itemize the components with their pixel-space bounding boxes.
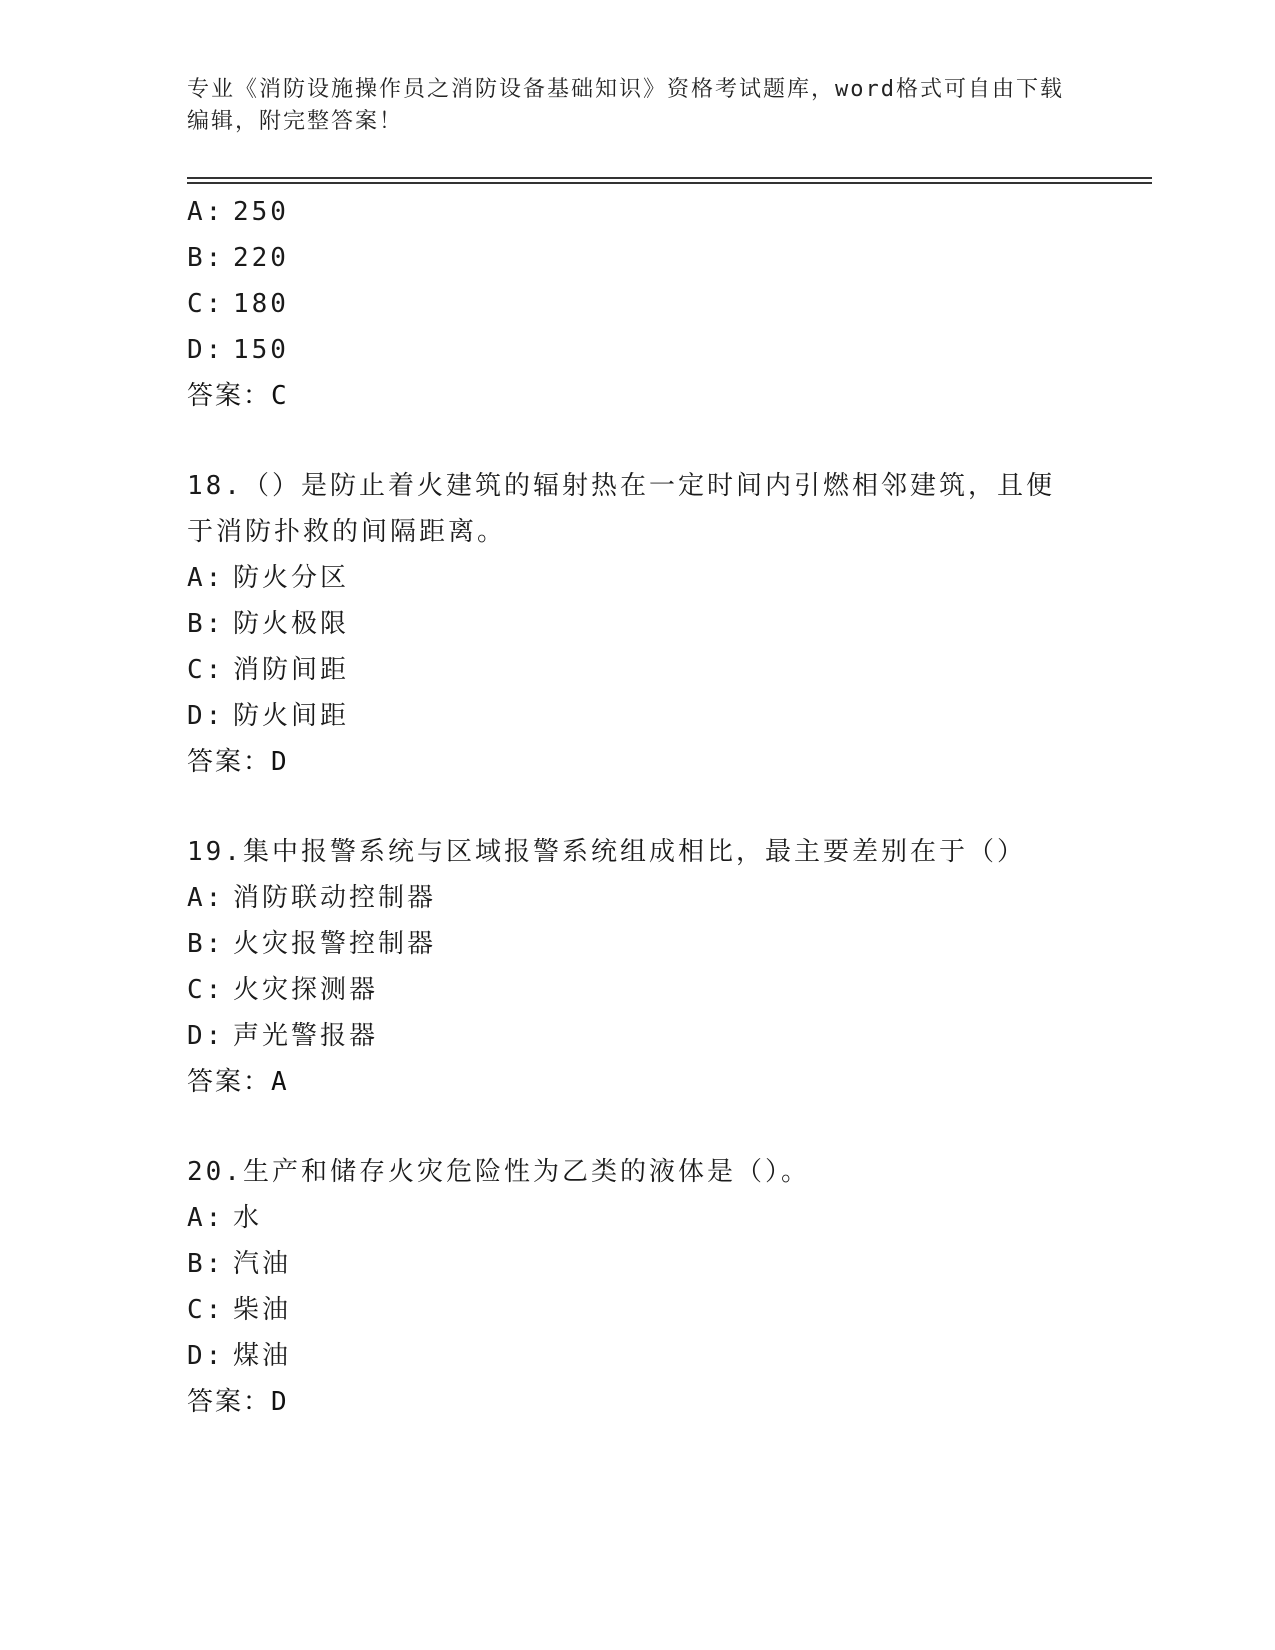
option-b	[187, 601, 1087, 647]
spacer	[187, 1105, 1087, 1149]
question-20	[187, 1149, 1087, 1425]
question-19	[187, 829, 1087, 1105]
option-text: 火灾报警控制器	[233, 929, 437, 959]
option-c	[187, 967, 1087, 1013]
option-label: D:	[187, 701, 225, 731]
spacer	[187, 785, 1087, 829]
option-text: 180	[233, 289, 289, 319]
spacer	[187, 419, 1087, 463]
option-label: D:	[187, 1021, 225, 1051]
option-d	[187, 327, 1087, 373]
option-text: 煤油	[233, 1341, 292, 1371]
option-b	[187, 235, 1087, 281]
question-stem: 19.集中报警系统与区域报警系统组成相比，最主要差别在于（）	[187, 837, 1026, 867]
option-label: C:	[187, 289, 225, 319]
option-label: D:	[187, 335, 225, 365]
option-text: 柴油	[233, 1295, 292, 1325]
option-b	[187, 921, 1087, 967]
question-list	[187, 189, 1087, 1425]
option-label: B:	[187, 609, 225, 639]
option-text: 水	[233, 1203, 263, 1233]
question-18	[187, 463, 1087, 785]
option-label: C:	[187, 975, 225, 1005]
option-label: A:	[187, 1203, 225, 1233]
option-label: D:	[187, 1341, 225, 1371]
option-c	[187, 647, 1087, 693]
option-text: 消防联动控制器	[233, 883, 437, 913]
option-label: A:	[187, 563, 225, 593]
option-text: 220	[233, 243, 289, 273]
option-text: 汽油	[233, 1249, 292, 1279]
option-text: 火灾探测器	[233, 975, 379, 1005]
option-text: 消防间距	[233, 655, 350, 685]
header-divider-top	[187, 177, 1152, 179]
option-text: 声光警报器	[233, 1021, 379, 1051]
option-d	[187, 693, 1087, 739]
option-text: 150	[233, 335, 289, 365]
option-d	[187, 1333, 1087, 1379]
option-text: 250	[233, 197, 289, 227]
answer-line: 答案：D	[187, 747, 289, 777]
option-label: A:	[187, 883, 225, 913]
option-text: 防火间距	[233, 701, 350, 731]
question-stem: 20.生产和储存火灾危险性为乙类的液体是（）。	[187, 1157, 810, 1187]
option-a	[187, 555, 1087, 601]
option-c	[187, 1287, 1087, 1333]
option-label: B:	[187, 1249, 225, 1279]
option-label: C:	[187, 655, 225, 685]
option-label: B:	[187, 243, 225, 273]
option-a	[187, 875, 1087, 921]
answer-line: 答案：D	[187, 1387, 289, 1417]
header-divider-bottom	[187, 182, 1152, 184]
option-label: B:	[187, 929, 225, 959]
option-b	[187, 1241, 1087, 1287]
question-17	[187, 189, 1087, 419]
option-text: 防火分区	[233, 563, 350, 593]
answer-line: 答案：C	[187, 381, 289, 411]
option-a	[187, 1195, 1087, 1241]
document-header: 专业《消防设施操作员之消防设备基础知识》资格考试题库，word格式可自由下载编辑，附完整答案！	[187, 77, 1064, 134]
answer-line: 答案：A	[187, 1067, 289, 1097]
option-text: 防火极限	[233, 609, 350, 639]
option-label: C:	[187, 1295, 225, 1325]
question-stem: 18.（）是防止着火建筑的辐射热在一定时间内引燃相邻建筑，且便于消防扑救的间隔距离。	[187, 471, 1055, 547]
option-d	[187, 1013, 1087, 1059]
option-a	[187, 189, 1087, 235]
option-c	[187, 281, 1087, 327]
option-label: A:	[187, 197, 225, 227]
